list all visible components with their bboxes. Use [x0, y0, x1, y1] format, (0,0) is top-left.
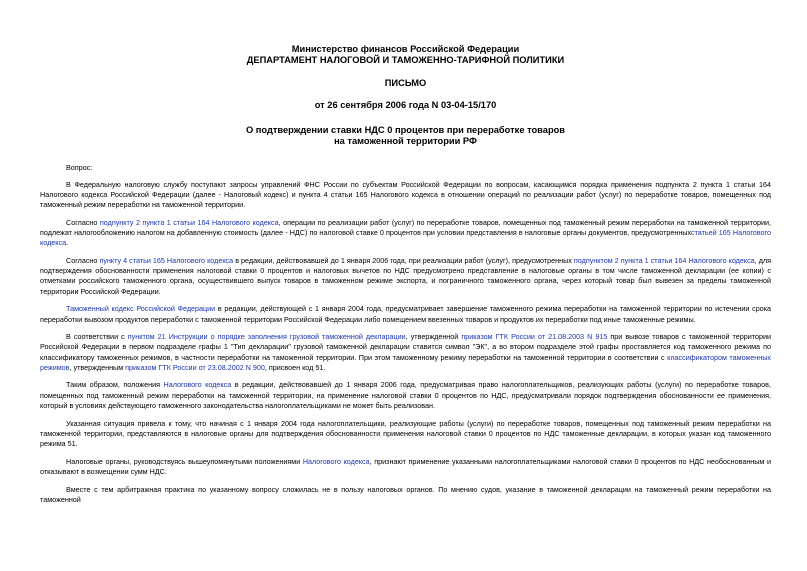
- question-label: Вопрос:: [66, 163, 93, 172]
- subject-line-2: на таможенной территории РФ: [334, 136, 477, 146]
- document-link[interactable]: Налогового кодекса: [302, 456, 370, 466]
- paragraph-text: В Федеральную налоговую службу поступают запросы управлений ФНС России по субъектам Российской Федерации по вопросам, касающимся порядка применения подпункта 2 пункта 1 статьи 164 Налогового кодекса Российской Федерации (далее - Налоговый кодекс) и пункта 4 статьи 165 Налогового кодекса в отношении операций по реализации работ (услуг) по переработке товаров, помещенных под таможенный режим переработки на таможенной территории.: [40, 180, 771, 210]
- paragraph: [40, 218, 771, 248]
- paragraph: [40, 380, 771, 410]
- paragraph: [40, 457, 771, 477]
- document-link[interactable]: приказом ГТК России от 21.08.2003 N 915: [461, 332, 608, 342]
- paragraph: [40, 419, 771, 449]
- paragraph-text: В соответствии с: [66, 332, 128, 342]
- letter-body: [40, 180, 771, 505]
- paragraph-text: , признают применение указанными налогоплательщиками налоговой ставки 0 процентов по НДС необоснованным и отказывают в возмещении сумм НДС.: [40, 456, 771, 476]
- ministry-name: Министерство финансов Российской Федерации: [291, 44, 520, 54]
- paragraph-text: при вывозе товаров с таможенной территории Российской Федерации в первом подразделе графы 1 "Тип декларации" грузовой таможенной декларации ставится символ "ЭК", а во втором подразделе этой графы проставляется код таможенного режима по классификатору таможенных режимов, в частности переработки на таможенной территории. При этом таможенному режиму переработки на таможенной территории в соответствии с: [40, 332, 772, 362]
- paragraph-text: Таким образом, положения: [66, 380, 164, 390]
- paragraph-text: , утвержденным: [69, 362, 126, 372]
- document-link[interactable]: подпунктом 2 пункта 1 статьи 164 Налогового кодекса: [573, 256, 755, 266]
- document-link[interactable]: Таможенный кодекс Российской Федерации: [66, 304, 216, 314]
- document-link[interactable]: приказом ГТК России от 23.08.2002 N 900: [125, 362, 265, 372]
- paragraph-text: в редакции, действующей с 1 января 2004 года, предусматривает завершение таможенного режима переработки на таможенной территории по истечении срока переработки вывозом продуктов переработки с таможенной территории Российской Федерации либо помещением ввезенных товаров и продуктов их переработки под иные таможенные режимы.: [40, 304, 772, 324]
- paragraph-text: , утвержденной: [405, 332, 462, 342]
- paragraph-text: .: [66, 238, 69, 248]
- paragraph-text: , операции по реализации работ (услуг) по переработке товаров, помещенных под таможенный режим переработки на таможенной территории, подлежат налогообложению налогом на добавленную стоимость (далее - НДС) по налоговой ставке 0 процентов при условии представления в налоговые органы документов, предусмотренных: [40, 218, 771, 238]
- paragraph-text: Согласно: [66, 218, 100, 228]
- document-link[interactable]: Налогового кодекса: [163, 380, 232, 390]
- paragraph-text: Налоговые органы, руководствуясь вышеупомянутыми положениями: [66, 456, 303, 466]
- document-link[interactable]: пунктом 21 Инструкции о порядке заполнения грузовой таможенной декларации: [127, 332, 406, 342]
- paragraph: [40, 256, 771, 297]
- department-name: ДЕПАРТАМЕНТ НАЛОГОВОЙ И ТАМОЖЕННО-ТАРИФНОЙ ПОЛИТИКИ: [246, 55, 565, 65]
- paragraph-text: в редакции, действовавшей до 1 января 2006 года, при реализации работ (услуг), предусмотренных: [233, 256, 574, 266]
- paragraph-text: , присвоен код 51.: [264, 362, 326, 372]
- paragraph-text: , для подтверждения обоснованности применения налоговой ставки 0 процентов и налоговых вычетов по НДС предусмотрено представление в налоговые органы в том числе таможенной декларации (ее копии) с отметками российского таможенного органа, осуществившего выпуск товаров в таможенном режиме экспорта, и пограничного таможенного органа, через который товар был вывезен за пределы таможенной территории Российской Федерации.: [40, 256, 771, 296]
- paragraph-text: Указанная ситуация привела к тому, что начиная с 1 января 2004 года налогоплательщики, реализующие работы (услуги) по переработке товаров, помещенных под таможенный режим переработки на таможенной территории, представляются в налоговые органы для подтверждения обоснованности применения налоговой ставки 0 процентов по НДС таможенные декларации, в которых указан код таможенного режима 51.: [40, 418, 771, 448]
- document-link[interactable]: классификатором таможенных режимов: [40, 352, 771, 372]
- paragraph: [40, 332, 771, 373]
- paragraph: [40, 304, 771, 324]
- paragraph-text: в редакции, действовавшей до 1 января 2006 года, предусматривая право налогоплательщиков, реализующих работы (услуги) по переработке товаров, помещенных под таможенный режим переработки на таможенной территории, на применение налоговой ставки 0 процентов по НДС, предусматривали порядок подтверждения обоснованности ее применения, который в условиях действующего таможенного законодательства налогоплательщиками не может быть реализован.: [40, 380, 771, 410]
- document-type: ПИСЬМО: [384, 78, 427, 88]
- document-date-number: от 26 сентября 2006 года N 03-04-15/170: [314, 100, 497, 110]
- paragraph: [40, 180, 771, 210]
- paragraph-text: Вместе с тем арбитражная практика по указанному вопросу сложилась не в пользу налоговых органов. По мнению судов, указание в таможенной декларации на таможенный режим переработки на таможенной: [40, 484, 771, 504]
- paragraph: [40, 485, 771, 505]
- paragraph-text: Согласно: [66, 256, 100, 266]
- subject-line-1: О подтверждении ставки НДС 0 процентов при переработке товаров: [245, 125, 566, 135]
- document-link[interactable]: пункту 4 статьи 165 Налогового кодекса: [99, 256, 234, 266]
- document-link[interactable]: подпункту 2 пункта 1 статьи 164 Налогового кодекса: [99, 218, 279, 228]
- document-link[interactable]: статьей 165 Налогового кодекса: [40, 228, 772, 248]
